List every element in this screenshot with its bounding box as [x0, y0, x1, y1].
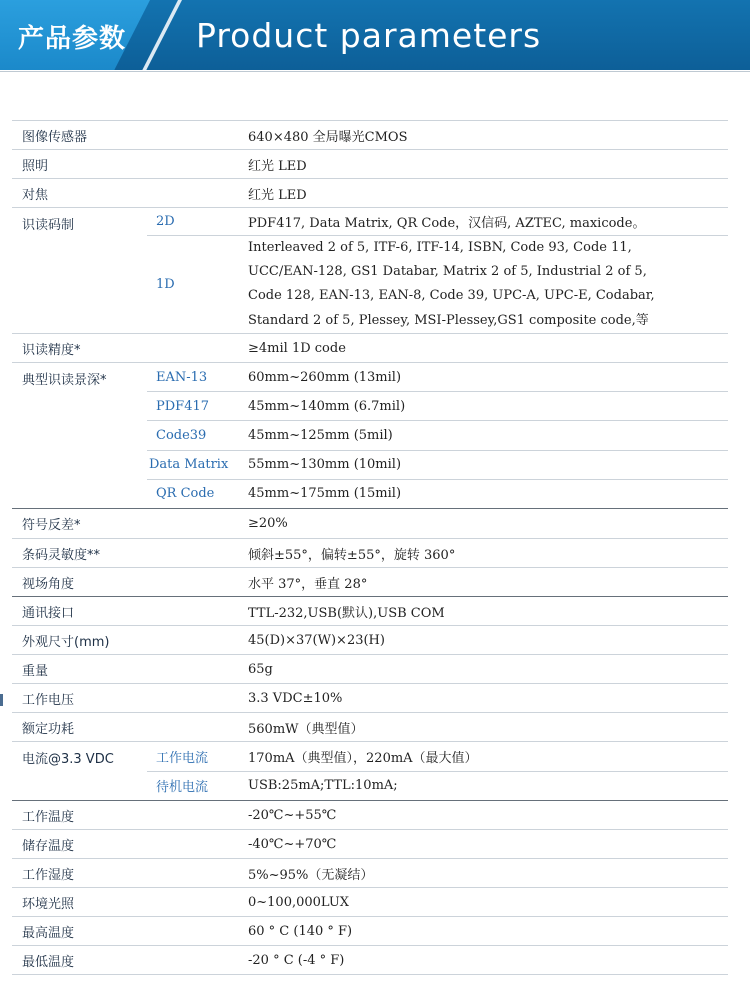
param-sub	[147, 888, 236, 916]
param-label: 电流@3.3 VDC	[22, 752, 114, 767]
param-label: 工作湿度	[22, 867, 75, 883]
param-value: 5%~95%（无凝结）	[248, 867, 374, 883]
param-sub: PDF417	[156, 398, 210, 414]
param-sub	[147, 539, 236, 567]
param-label: 最高温度	[22, 925, 75, 941]
param-value: 45mm~125mm (5mil)	[248, 428, 393, 443]
param-value: USB:25mA;TTL:10mA;	[248, 778, 398, 794]
param-sub	[147, 626, 236, 654]
subrow-working-current	[147, 742, 728, 771]
row-power	[12, 712, 728, 741]
param-label: 环境光照	[22, 896, 75, 912]
param-value: -20 ° C (-4 ° F)	[248, 952, 345, 968]
row-dimensions	[12, 625, 728, 654]
param-value: 65g	[248, 661, 273, 677]
param-sub: 1D	[156, 276, 175, 292]
param-label: 外观尺寸(mm)	[22, 634, 110, 650]
param-label: 工作电压	[22, 692, 75, 708]
value-line: Code 128, EAN-13, EAN-8, Code 39, UPC-A, UPC-E, Codabar,	[248, 288, 655, 304]
param-value: PDF417, Data Matrix, QR Code，汉信码, AZTEC, maxicode。	[248, 215, 646, 231]
row-symbology	[12, 207, 728, 333]
param-label: 照明	[22, 158, 49, 174]
symbology-subrows	[147, 208, 728, 333]
param-label: 最低温度	[22, 954, 75, 970]
row-weight	[12, 654, 728, 683]
param-label: 额定功耗	[22, 721, 75, 737]
dof-subrows	[147, 363, 728, 508]
value-line: Standard 2 of 5, Plessey, MSI-Plessey,GS1 composite code,等	[248, 312, 649, 328]
param-sub: 待机电流	[156, 780, 209, 796]
param-sub	[147, 568, 236, 596]
param-sub	[147, 121, 236, 149]
row-focus	[12, 178, 728, 207]
param-value: 60mm~260mm (13mil)	[248, 369, 402, 385]
subrow-standby-current	[147, 771, 728, 801]
subrow-dof	[147, 420, 728, 449]
param-sub	[147, 150, 236, 178]
param-sub	[147, 334, 236, 362]
param-sub: Data Matrix	[149, 457, 229, 473]
param-value: TTL-232,USB(默认),USB COM	[248, 605, 445, 621]
param-label: 识读精度*	[22, 342, 81, 358]
subrow-dof	[147, 391, 728, 420]
param-value	[236, 236, 728, 333]
row-contrast	[12, 508, 728, 538]
param-sub	[147, 801, 236, 829]
title-cn: 产品参数	[18, 24, 127, 54]
param-value: 60 ° C (140 ° F)	[248, 923, 353, 939]
row-max-temp	[12, 916, 728, 945]
param-value: 560mW（典型值）	[248, 721, 364, 737]
param-value: 45mm~140mm (6.7mil)	[248, 398, 406, 414]
param-value: 倾斜±55°，偏转±55°，旋转 360°	[248, 547, 456, 563]
subrow-dof	[147, 450, 728, 479]
row-store-temp	[12, 829, 728, 858]
row-interface	[12, 596, 728, 625]
param-value: ≥20%	[248, 516, 288, 531]
param-value: 红光 LED	[248, 158, 307, 174]
param-label: 符号反差*	[22, 518, 81, 533]
row-dof	[12, 362, 728, 508]
param-sub: 2D	[156, 213, 175, 229]
row-min-temp	[12, 945, 728, 975]
param-value: 55mm~130mm (10mil)	[248, 457, 402, 473]
param-sub	[147, 655, 236, 683]
subrow-2d	[147, 208, 728, 235]
row-op-temp	[12, 800, 728, 829]
current-subrows	[147, 742, 728, 800]
param-sub: 工作电流	[156, 750, 209, 766]
param-sub: EAN-13	[156, 369, 208, 385]
subrow-dof	[147, 479, 728, 508]
param-value: 水平 37°，垂直 28°	[248, 576, 368, 592]
title-en: Product parameters	[196, 16, 542, 55]
param-label: 图像传感器	[22, 129, 88, 145]
param-value: 45mm~175mm (15mil)	[248, 486, 402, 502]
param-value: ≥4mil 1D code	[248, 340, 346, 356]
param-label: 典型识读景深*	[22, 373, 107, 388]
param-sub	[147, 859, 236, 887]
param-label: 工作温度	[22, 809, 75, 825]
param-sub	[147, 830, 236, 858]
param-sub	[147, 509, 236, 538]
param-label: 储存温度	[22, 838, 75, 854]
row-precision	[12, 333, 728, 362]
param-label: 对焦	[22, 187, 49, 203]
param-sub: QR Code	[156, 486, 215, 502]
param-value: 170mA（典型值），220mA（最大值）	[248, 750, 478, 766]
value-line: UCC/EAN-128, GS1 Databar, Matrix 2 of 5, Industrial 2 of 5,	[248, 264, 647, 280]
row-ambient-light	[12, 887, 728, 916]
side-mark	[0, 694, 3, 706]
param-label: 视场角度	[22, 576, 75, 592]
param-sub	[147, 179, 236, 207]
row-humidity	[12, 858, 728, 887]
param-label: 重量	[22, 663, 49, 679]
param-sub	[147, 917, 236, 945]
header-banner	[0, 0, 750, 70]
param-value: 红光 LED	[248, 187, 307, 203]
param-sub	[147, 946, 236, 974]
row-fov	[12, 567, 728, 596]
param-label: 条码灵敏度**	[22, 547, 101, 563]
row-sensor	[12, 120, 728, 149]
param-value: -20℃~+55℃	[248, 807, 337, 823]
param-value: 640×480 全局曝光CMOS	[248, 129, 408, 145]
param-value: 0~100,000LUX	[248, 894, 350, 910]
subrow-dof	[147, 363, 728, 391]
param-value: -40℃~+70℃	[248, 836, 337, 852]
param-value: 45(D)×37(W)×23(H)	[248, 632, 385, 648]
value-line: Interleaved 2 of 5, ITF-6, ITF-14, ISBN, Code 93, Code 11,	[248, 239, 632, 255]
parameter-table	[12, 120, 728, 975]
param-label: 通讯接口	[22, 605, 75, 621]
row-voltage	[12, 683, 728, 712]
param-sub: Code39	[156, 428, 207, 443]
row-sensitivity	[12, 538, 728, 567]
param-label: 识读码制	[22, 218, 75, 233]
row-current	[12, 741, 728, 800]
param-sub	[147, 713, 236, 741]
param-sub	[147, 597, 236, 625]
param-sub	[147, 684, 236, 712]
param-value: 3.3 VDC±10%	[248, 690, 343, 706]
row-lighting	[12, 149, 728, 178]
subrow-1d	[147, 235, 728, 333]
header-divider	[0, 71, 750, 72]
